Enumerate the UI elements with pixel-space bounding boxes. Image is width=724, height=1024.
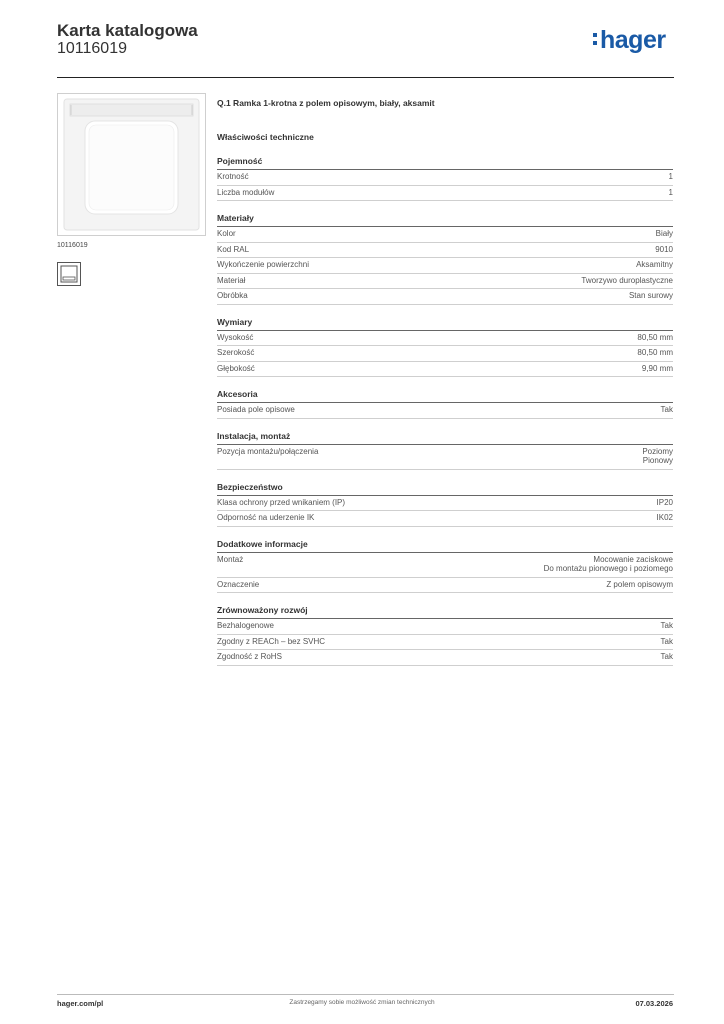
property-row	[217, 445, 673, 470]
property-value-line: Poziomy	[642, 446, 673, 456]
property-label: Kod RAL	[217, 244, 250, 254]
property-value-line: Z polem opisowym	[606, 579, 673, 589]
property-value-line: Tak	[660, 405, 673, 414]
property-group	[217, 482, 673, 527]
property-value-line: Aksamitny	[636, 260, 673, 269]
property-value	[656, 229, 673, 239]
property-row	[217, 362, 673, 378]
property-value	[669, 188, 673, 198]
property-row	[217, 331, 673, 347]
property-row	[217, 243, 673, 259]
property-row	[217, 346, 673, 362]
property-label: Bezhalogenowe	[217, 621, 274, 630]
property-value-line: IP20	[656, 497, 673, 507]
property-label: Krotność	[217, 172, 249, 181]
property-value	[637, 348, 673, 358]
property-value	[642, 447, 673, 466]
property-row	[217, 619, 673, 635]
property-value	[669, 172, 673, 182]
property-value-line: 1	[668, 172, 673, 181]
property-value-line: Biały	[655, 229, 673, 238]
property-label: Pozycja montażu/połączenia	[217, 446, 319, 456]
property-row	[217, 511, 673, 527]
product-name: Q.1 Ramka 1-krotna z polem opisowym, biały, aksamit	[217, 98, 435, 108]
group-title: Zrównoważony rozwój	[217, 605, 673, 619]
property-label: Kolor	[217, 229, 236, 238]
property-group	[217, 389, 673, 419]
property-label: Oznaczenie	[217, 579, 260, 589]
property-value-line: Tworzywo duroplastyczne	[581, 275, 673, 285]
property-value	[642, 364, 673, 374]
logo-dots-icon	[593, 31, 598, 47]
frame-icon	[58, 94, 205, 235]
footer-divider	[57, 994, 674, 995]
property-label: Obróbka	[217, 291, 248, 300]
property-value-line: Tak	[660, 621, 673, 630]
property-value-line: Mocowanie zaciskowe	[593, 554, 673, 564]
surface-mount-icon	[57, 262, 81, 286]
property-value	[636, 260, 673, 270]
group-title: Bezpieczeństwo	[217, 482, 673, 496]
property-label: Wysokość	[217, 332, 254, 342]
property-value-line: Tak	[660, 652, 673, 661]
image-caption: 10116019	[57, 242, 88, 249]
property-value-line: 1	[668, 187, 673, 197]
footer-disclaimer: Zastrzegamy sobie możliwość zmian technicznych	[289, 999, 435, 1006]
property-value-line: Tak	[660, 636, 673, 646]
group-title: Wymiary	[217, 317, 673, 331]
page-title: Karta katalogowa	[57, 21, 198, 40]
product-details	[217, 96, 673, 666]
property-value-line: Do montażu pionowego i poziomego	[543, 564, 673, 573]
property-value	[657, 513, 673, 523]
property-value	[657, 498, 673, 508]
property-label: Zgodność z RoHS	[217, 652, 282, 661]
footer-website[interactable]: hager.com/pl	[57, 999, 104, 1008]
property-label: Posiada pole opisowe	[217, 405, 295, 414]
property-row	[217, 553, 673, 578]
property-group	[217, 431, 673, 470]
footer-date: 07.03.2026	[635, 999, 673, 1008]
property-row	[217, 403, 673, 419]
property-groups	[217, 156, 673, 666]
property-label: Szerokość	[217, 348, 255, 357]
property-label: Wykończenie powierzchni	[217, 260, 309, 269]
properties-title: Właściwości techniczne	[217, 132, 314, 142]
property-row	[217, 496, 673, 512]
property-row	[217, 274, 673, 290]
property-row	[217, 650, 673, 666]
property-row	[217, 186, 673, 202]
property-label: Zgodny z REACh – bez SVHC	[217, 636, 326, 646]
property-label: Liczba modułów	[217, 187, 275, 197]
group-title: Akcesoria	[217, 389, 673, 403]
product-code: 10116019	[57, 40, 127, 57]
group-title: Pojemność	[217, 156, 673, 170]
property-value	[661, 652, 673, 662]
property-row	[217, 227, 673, 243]
property-group	[217, 156, 673, 201]
property-value-line: 80,50 mm	[637, 348, 673, 357]
group-title: Instalacja, montaż	[217, 431, 673, 445]
group-title: Dodatkowe informacje	[217, 539, 673, 553]
property-value-line: Stan surowy	[628, 291, 673, 300]
property-value	[661, 405, 673, 415]
property-value-line: Pionowy	[642, 456, 673, 465]
logo-text: hager	[600, 26, 666, 54]
property-value	[655, 245, 673, 255]
property-value	[637, 333, 673, 343]
property-value	[581, 276, 673, 286]
hager-logo	[593, 26, 666, 55]
property-value	[544, 555, 673, 574]
property-value	[629, 291, 673, 301]
property-row	[217, 578, 673, 594]
property-value	[661, 637, 673, 647]
property-label: Materiał	[217, 275, 246, 285]
property-group	[217, 539, 673, 594]
property-label: Montaż	[217, 554, 244, 564]
property-row	[217, 170, 673, 186]
property-value-line: 9010	[655, 244, 673, 254]
property-row	[217, 635, 673, 651]
property-label: Głębokość	[217, 363, 255, 373]
property-row	[217, 289, 673, 305]
property-value	[606, 580, 673, 590]
property-group	[217, 213, 673, 305]
property-value-line: 9,90 mm	[641, 363, 673, 373]
property-value-line: 80,50 mm	[637, 332, 673, 342]
property-label: Klasa ochrony przed wnikaniem (IP)	[217, 497, 346, 507]
product-image	[57, 93, 206, 236]
property-group	[217, 317, 673, 378]
property-label: Odporność na uderzenie IK	[217, 513, 315, 522]
property-value	[661, 621, 673, 631]
property-row	[217, 258, 673, 274]
header-divider	[57, 77, 674, 78]
group-title: Materiały	[217, 213, 673, 227]
property-group	[217, 605, 673, 666]
property-value-line: IK02	[656, 513, 673, 522]
